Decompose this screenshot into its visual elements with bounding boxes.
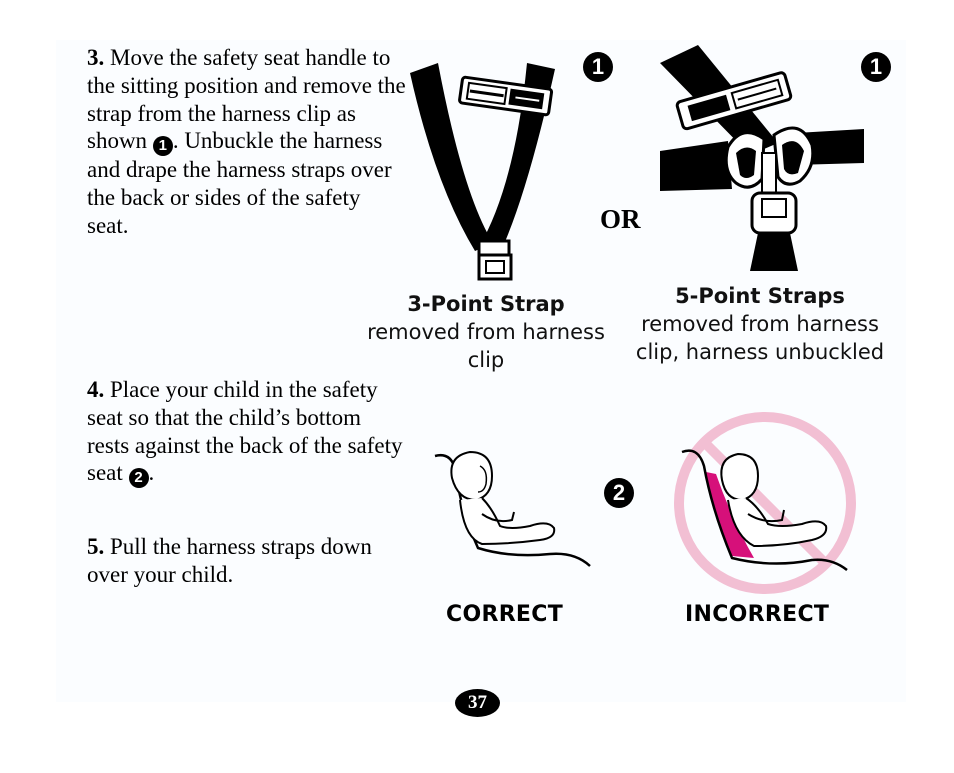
step-4-text-a: Place your child in the safety seat so that the child’s bottom rests against the back of the safety seat [87, 377, 403, 486]
step-4-text-b: . [148, 460, 155, 486]
five-point-caption [626, 282, 894, 366]
step-3-text-a: Move the safety seat handle to the sitting position and remove the strap from the harness clip as shown [87, 45, 406, 154]
figure-2-marker: 2 [604, 478, 634, 508]
five-point-strap-illustration [658, 43, 868, 273]
step-5 [87, 533, 377, 589]
three-point-caption-rest: removed from harness clip [367, 320, 605, 372]
step-3 [87, 44, 407, 240]
correct-label: CORRECT [446, 602, 564, 627]
step-3-text-b: . Unbuckle the harness and drape the harness straps over the back or sides of the safety seat. [87, 128, 392, 238]
three-point-caption [358, 290, 614, 374]
step-3-marker: 1 [153, 136, 173, 156]
step-4-marker: 2 [129, 468, 149, 488]
five-point-caption-rest: removed from harness clip, harness unbuckled [635, 312, 885, 364]
step-4 [87, 376, 405, 488]
incorrect-seating-illustration [672, 410, 862, 600]
figure-1-marker-right: 1 [861, 52, 891, 82]
or-label: OR [600, 204, 641, 234]
figure-1-marker-left: 1 [583, 52, 613, 82]
step-5-number: 5. [87, 534, 105, 559]
step-4-number: 4. [87, 377, 105, 402]
step-5-text-a: Pull the harness straps down over your child. [87, 534, 372, 587]
three-point-strap-illustration [405, 55, 575, 285]
correct-seating-illustration [430, 448, 600, 573]
incorrect-label: INCORRECT [685, 602, 830, 627]
page-number: 37 [455, 689, 500, 717]
five-point-caption-bold: 5-Point Straps [675, 284, 845, 308]
three-point-caption-bold: 3-Point Strap [407, 292, 565, 316]
step-3-number: 3. [87, 45, 105, 70]
